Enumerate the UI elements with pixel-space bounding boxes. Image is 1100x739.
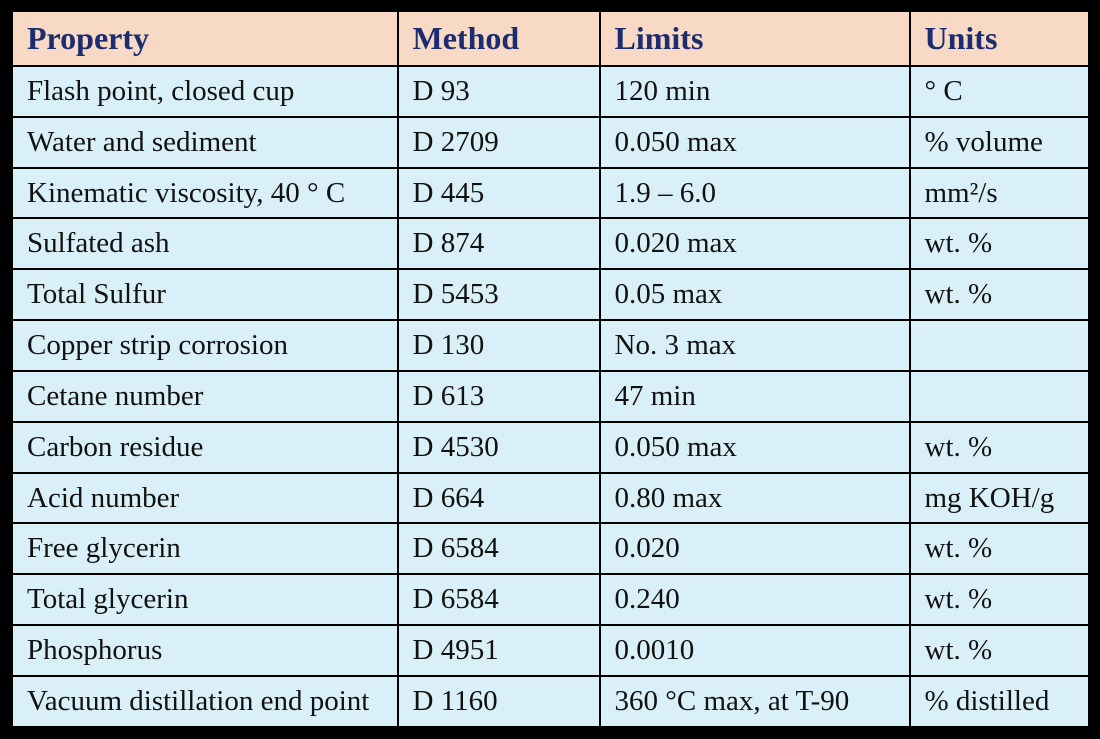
cell-method: D 2709: [398, 117, 600, 168]
table-body: [12, 66, 1090, 728]
cell-units: wt. %: [910, 269, 1090, 320]
cell-method: D 130: [398, 320, 600, 371]
cell-limits: 0.240: [600, 574, 910, 625]
cell-property: Total glycerin: [12, 574, 398, 625]
cell-limits: 1.9 – 6.0: [600, 168, 910, 219]
cell-method: D 4951: [398, 625, 600, 676]
cell-method: D 445: [398, 168, 600, 219]
cell-property: Copper strip corrosion: [12, 320, 398, 371]
cell-method: D 664: [398, 473, 600, 524]
cell-property: Water and sediment: [12, 117, 398, 168]
cell-limits: 0.050 max: [600, 422, 910, 473]
cell-limits: 0.020: [600, 523, 910, 574]
cell-property: Kinematic viscosity, 40 ° C: [12, 168, 398, 219]
cell-method: D 4530: [398, 422, 600, 473]
table-row: [12, 66, 1090, 117]
cell-units: ° C: [910, 66, 1090, 117]
cell-units: wt. %: [910, 625, 1090, 676]
table-row: [12, 269, 1090, 320]
column-header-method: Method: [398, 11, 600, 67]
cell-units: wt. %: [910, 422, 1090, 473]
cell-limits: 0.05 max: [600, 269, 910, 320]
column-header-property: Property: [12, 11, 398, 67]
cell-limits: 360 °C max, at T-90: [600, 676, 910, 728]
cell-method: D 1160: [398, 676, 600, 728]
fuel-spec-table: [10, 9, 1091, 729]
cell-units: [910, 371, 1090, 422]
cell-limits: 120 min: [600, 66, 910, 117]
cell-units: mm²/s: [910, 168, 1090, 219]
cell-limits: 0.0010: [600, 625, 910, 676]
column-header-limits: Limits: [600, 11, 910, 67]
cell-limits: 0.050 max: [600, 117, 910, 168]
cell-method: D 6584: [398, 574, 600, 625]
spec-table-container: [10, 9, 1091, 729]
cell-limits: 0.80 max: [600, 473, 910, 524]
table-row: [12, 117, 1090, 168]
cell-units: wt. %: [910, 574, 1090, 625]
table-row: [12, 320, 1090, 371]
table-row: [12, 473, 1090, 524]
cell-property: Vacuum distillation end point: [12, 676, 398, 728]
cell-property: Sulfated ash: [12, 218, 398, 269]
cell-limits: 0.020 max: [600, 218, 910, 269]
cell-units: [910, 320, 1090, 371]
cell-units: % volume: [910, 117, 1090, 168]
table-row: [12, 523, 1090, 574]
cell-method: D 5453: [398, 269, 600, 320]
cell-property: Carbon residue: [12, 422, 398, 473]
cell-method: D 613: [398, 371, 600, 422]
table-row: [12, 371, 1090, 422]
cell-limits: 47 min: [600, 371, 910, 422]
header-row: [12, 11, 1090, 67]
cell-property: Cetane number: [12, 371, 398, 422]
cell-units: mg KOH/g: [910, 473, 1090, 524]
table-row: [12, 625, 1090, 676]
cell-limits: No. 3 max: [600, 320, 910, 371]
cell-property: Free glycerin: [12, 523, 398, 574]
cell-property: Flash point, closed cup: [12, 66, 398, 117]
cell-method: D 874: [398, 218, 600, 269]
cell-property: Total Sulfur: [12, 269, 398, 320]
cell-property: Phosphorus: [12, 625, 398, 676]
cell-property: Acid number: [12, 473, 398, 524]
cell-units: % distilled: [910, 676, 1090, 728]
table-header: [12, 11, 1090, 67]
table-row: [12, 168, 1090, 219]
table-row: [12, 574, 1090, 625]
cell-units: wt. %: [910, 523, 1090, 574]
table-row: [12, 676, 1090, 728]
cell-method: D 6584: [398, 523, 600, 574]
cell-units: wt. %: [910, 218, 1090, 269]
cell-method: D 93: [398, 66, 600, 117]
table-row: [12, 422, 1090, 473]
column-header-units: Units: [910, 11, 1090, 67]
table-row: [12, 218, 1090, 269]
